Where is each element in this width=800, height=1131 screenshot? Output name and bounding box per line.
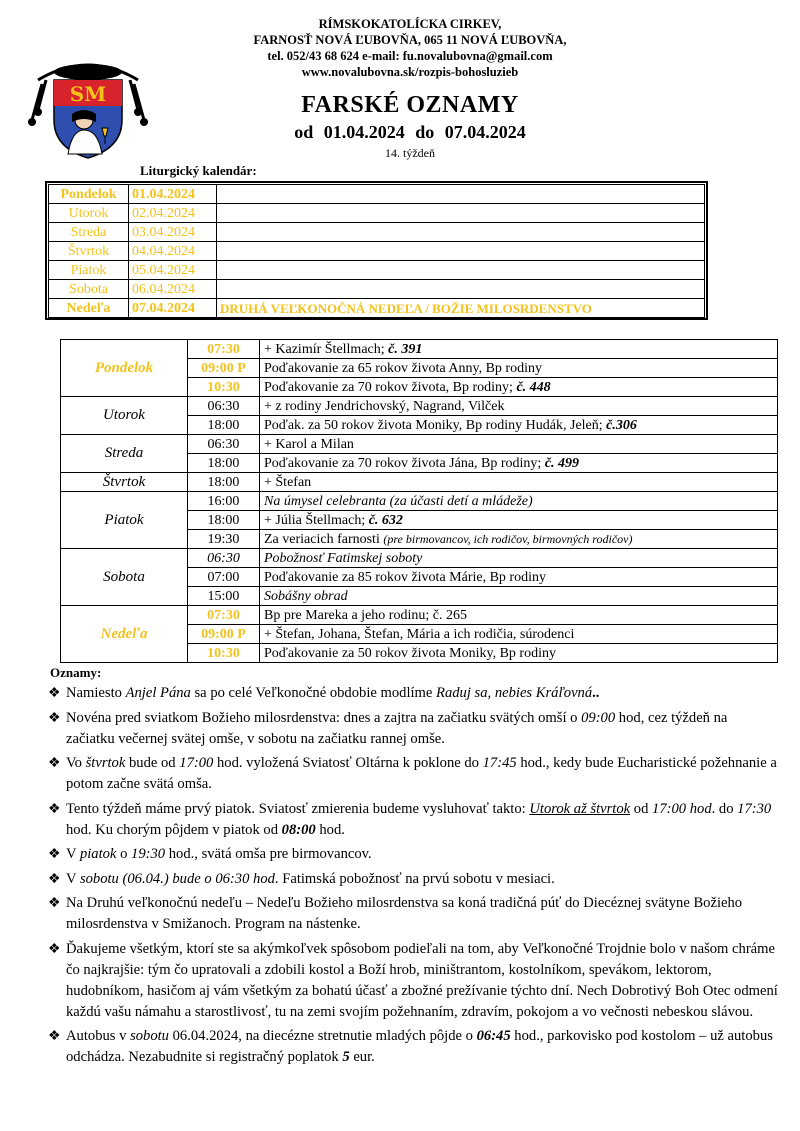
calendar-date: 03.04.2024 <box>129 223 217 242</box>
notice-text: Namiesto <box>66 685 126 701</box>
notice-emphasis: 17:45 <box>482 755 517 771</box>
schedule-day: Nedeľa <box>61 606 188 663</box>
notice-emphasis: 08:00 <box>281 821 316 838</box>
intention-text: Na úmysel celebranta (za účasti detí a mládeže) <box>264 493 533 509</box>
notice-emphasis: 17:00 <box>179 755 214 771</box>
mass-intention: Poďakovanie za 65 rokov života Anny, Bp rodiny <box>260 359 778 378</box>
notice-text: . Fatimská pobožnosť na prvú sobotu v mesiaci. <box>274 870 555 887</box>
notice-emphasis: Anjel Pána <box>125 685 191 701</box>
mass-intention <box>260 549 778 568</box>
calendar-date: 05.04.2024 <box>129 261 217 280</box>
notice-emphasis: 06:45 <box>476 1028 511 1044</box>
mass-intention <box>260 511 778 530</box>
mass-time: 18:00 <box>188 473 260 492</box>
notice-item <box>48 683 778 704</box>
notice-text: 06.04.2024, na diecézne stretnutie mladých pôjde o <box>168 1028 477 1044</box>
header <box>0 0 800 165</box>
notice-emphasis: 09:00 <box>581 709 616 726</box>
calendar-event: DRUHÁ VEĽKONOČNÁ NEDEĽA / BOŽIE MILOSRDENSTVO <box>217 299 705 318</box>
calendar-day: Sobota <box>49 280 129 299</box>
notice-text: eur. <box>349 1049 375 1065</box>
date-range <box>200 122 620 143</box>
calendar-row <box>49 185 705 204</box>
diamond-bullet-icon: ❖ <box>48 801 61 817</box>
mass-time: 18:00 <box>188 454 260 473</box>
mass-time: 06:30 <box>188 397 260 416</box>
notices-list <box>48 683 778 1072</box>
notice-text: Autobus v <box>66 1028 131 1044</box>
website: www.novalubovna.sk/rozpis-bohosluzieb <box>301 65 519 79</box>
calendar-date: 01.04.2024 <box>129 185 217 204</box>
notice-emphasis: Raduj sa, nebies Kráľovná <box>436 685 593 701</box>
calendar-row <box>49 261 705 280</box>
hymn-number: č. 391 <box>388 341 423 357</box>
notice-text: . do <box>711 800 738 817</box>
notice-text: Vo <box>66 755 86 771</box>
notice-text: o <box>116 846 132 862</box>
notice-item <box>48 1026 778 1068</box>
schedule-day: Pondelok <box>61 340 188 397</box>
mass-time: 07:30 <box>188 606 260 625</box>
intention-note: (pre birmovancov, ich rodičov, birmovných rodičov) <box>383 531 633 546</box>
notice-text: hod., kedy bude Eucharistické požehnanie a potom začne svätá omša. <box>66 755 777 792</box>
notice-item <box>48 708 778 750</box>
diamond-bullet-icon: ❖ <box>48 941 61 957</box>
notice-emphasis: štvrtok <box>85 755 126 771</box>
calendar-date: 02.04.2024 <box>129 204 217 223</box>
notice-text: hod. Ku chorým pôjdem v piatok od <box>66 821 282 838</box>
mass-intention: + z rodiny Jendrichovský, Nagrand, Vilček <box>260 397 778 416</box>
header-address <box>200 16 620 80</box>
notice-text: hod., parkovisko pod kostolom – už autobus odchádza. Nezabudnite si registračný poplatok <box>66 1028 773 1065</box>
calendar-event <box>217 223 705 242</box>
hymn-number: č. 448 <box>516 379 551 395</box>
mass-intention: Poďakovanie za 50 rokov života Moniky, Bp rodiny <box>260 644 778 663</box>
notice-text: Na Druhú veľkonočnú nedeľu – Nedeľu Božieho milosrdenstva sa koná tradičná púť do Diecéznej svätyne Božieho milosrdenstva v Smižanoch. Program na nástenke. <box>66 895 743 932</box>
notice-text: hod, cez týždeň na začiatku večernej svätej omše, v sobotu na začiatku rannej omše. <box>66 709 728 747</box>
diamond-bullet-icon: ❖ <box>48 1029 61 1044</box>
notice-item <box>48 869 778 890</box>
notice-emphasis: piatok <box>79 846 117 862</box>
intention-text: + Kazimír Štellmach; <box>264 341 389 357</box>
org-name: RÍMSKOKATOLÍCKA CIRKEV, <box>318 17 502 31</box>
intention-text: Pobožnosť Fatimskej soboty <box>264 550 423 566</box>
mass-intention <box>260 492 778 511</box>
calendar-date: 07.04.2024 <box>129 299 217 318</box>
notice-text: bude od <box>125 755 180 771</box>
notice-emphasis: 5 <box>342 1049 350 1065</box>
notice-text: Novéna pred sviatkom Božieho milosrdenstva: dnes a zajtra na začiatku svätých omší o <box>66 709 582 726</box>
diamond-bullet-icon: ❖ <box>48 710 61 726</box>
mass-time: 06:30 <box>188 435 260 454</box>
parish-crest-icon <box>28 50 148 160</box>
hymn-number: č.306 <box>606 417 637 433</box>
diamond-bullet-icon: ❖ <box>48 847 61 862</box>
notice-text: .. <box>592 685 600 701</box>
notice-item <box>48 893 778 935</box>
notice-item <box>48 799 778 841</box>
mass-intention <box>260 530 778 549</box>
calendar-row <box>49 280 705 299</box>
notice-text: hod. <box>315 821 345 838</box>
schedule-row <box>61 549 778 568</box>
calendar-day: Pondelok <box>49 185 129 204</box>
mass-intention: Bp pre Mareka a jeho rodinu; č. 265 <box>260 606 778 625</box>
diamond-bullet-icon: ❖ <box>48 686 61 701</box>
mass-time: 18:00 <box>188 416 260 435</box>
mass-time: 18:00 <box>188 511 260 530</box>
mass-schedule-table <box>60 339 778 663</box>
parish-name: FARNOSŤ NOVÁ ĽUBOVŇA, 065 11 NOVÁ ĽUBOVŇA, <box>253 33 567 47</box>
week-number: 14. týždeň <box>385 146 435 160</box>
date-from: 01.04.2024 <box>323 122 405 142</box>
schedule-row <box>61 397 778 416</box>
mass-intention: Poďakovanie za 85 rokov života Márie, Bp rodiny <box>260 568 778 587</box>
mass-time: 07:30 <box>188 340 260 359</box>
schedule-row <box>61 473 778 492</box>
mass-time <box>188 549 260 568</box>
schedule-day: Utorok <box>61 397 188 435</box>
mass-time-text: 06:30 <box>207 550 240 566</box>
date-to: 07.04.2024 <box>444 122 526 142</box>
notice-item <box>48 844 778 865</box>
calendar-row <box>49 204 705 223</box>
intention-text: + Júlia Štellmach; <box>264 512 369 528</box>
calendar-date: 04.04.2024 <box>129 242 217 261</box>
notice-text: od <box>630 800 653 817</box>
calendar-day: Štvrtok <box>49 242 129 261</box>
mass-time: 09:00 P <box>188 625 260 644</box>
mass-intention <box>260 416 778 435</box>
notice-emphasis: sobotu <box>130 1028 169 1044</box>
schedule-day: Streda <box>61 435 188 473</box>
calendar-row <box>49 242 705 261</box>
hymn-number: č. 632 <box>368 512 403 528</box>
schedule-day: Štvrtok <box>61 473 188 492</box>
mass-intention: + Štefan, Johana, Štefan, Mária a ich rodičia, súrodenci <box>260 625 778 644</box>
calendar-event <box>217 185 705 204</box>
mass-time: 10:30 <box>188 644 260 663</box>
intention-text: Za veriacich farnosti <box>264 531 384 547</box>
notice-emphasis: sobotu (06.04.) bude o 06:30 hod <box>79 870 275 887</box>
calendar-date: 06.04.2024 <box>129 280 217 299</box>
schedule-row <box>61 606 778 625</box>
diamond-bullet-icon: ❖ <box>48 896 61 911</box>
diamond-bullet-icon: ❖ <box>48 871 61 887</box>
mass-intention: + Karol a Milan <box>260 435 778 454</box>
schedule-row <box>61 340 778 359</box>
calendar-day: Utorok <box>49 204 129 223</box>
notice-text: Tento týždeň máme prvý piatok. Sviatosť zmierenia budeme vysluhovať takto: <box>66 800 530 817</box>
schedule-day: Piatok <box>61 492 188 549</box>
notice-item <box>48 753 778 795</box>
calendar-event <box>217 204 705 223</box>
page-title: FARSKÉ OZNAMY <box>301 92 519 118</box>
calendar-event <box>217 280 705 299</box>
schedule-day: Sobota <box>61 549 188 606</box>
intention-text: Sobášny obrad <box>264 588 348 604</box>
crest-letters: SM <box>69 82 107 106</box>
notice-item <box>48 939 778 1023</box>
mass-time: 15:00 <box>188 587 260 606</box>
notice-emphasis: Utorok až štvrtok <box>529 800 631 817</box>
notice-emphasis: 17:00 hod <box>652 800 712 817</box>
notice-text: V <box>66 846 80 862</box>
calendar-event <box>217 261 705 280</box>
from-label: od <box>294 122 314 142</box>
notice-text: hod. vyložená Sviatosť Oltárna k poklone do <box>213 755 483 771</box>
calendar-day: Streda <box>49 223 129 242</box>
liturgical-calendar-table <box>48 184 705 318</box>
mass-intention: + Štefan <box>260 473 778 492</box>
notice-text: sa po celé Veľkonočné obdobie modlíme <box>190 685 437 701</box>
mass-intention <box>260 378 778 397</box>
mass-time: 09:00 P <box>188 359 260 378</box>
calendar-day: Piatok <box>49 261 129 280</box>
hymn-number: č. 499 <box>544 455 580 471</box>
mass-time: 16:00 <box>188 492 260 511</box>
notice-text: V <box>66 870 80 887</box>
diamond-bullet-icon: ❖ <box>48 756 61 771</box>
intention-text: Poďak. za 50 rokov života Moniky, Bp rodiny Hudák, Jeleň; <box>264 417 607 433</box>
notice-text: Ďakujeme všetkým, ktorí ste sa akýmkoľvek spôsobom podieľali na tom, aby Veľkonočné Trojdnie bolo v našom chráme čo najkrajšie: tým čo upratovali a zdobili kostol a Boží hrob, miništrantom, kostolníkom, spevákom, lektorom, hudobníkom, hasičom aj vám všetkým za bohatú účasť a zbožné prežívanie týchto dní. Nech Dobrotivý Boh Otec odmení každú vašu námahu a starostlivosť, tu na zemi svojím požehnaním, zdravím, pokojom a vo večnosti nebeskou slávou. <box>66 940 778 1020</box>
mass-intention <box>260 340 778 359</box>
notice-emphasis: 17:30 <box>737 800 772 817</box>
schedule-row <box>61 435 778 454</box>
mass-time: 10:30 <box>188 378 260 397</box>
calendar-event <box>217 242 705 261</box>
mass-intention <box>260 587 778 606</box>
mass-intention <box>260 454 778 473</box>
calendar-row <box>49 223 705 242</box>
to-label: do <box>415 122 435 142</box>
intention-text: Poďakovanie za 70 rokov života Jána, Bp rodiny; <box>264 455 545 471</box>
notice-text: hod., svätá omša pre birmovancov. <box>165 846 372 862</box>
schedule-row <box>61 492 778 511</box>
contact-line: tel. 052/43 68 624 e-mail: fu.novalubovna@gmail.com <box>267 49 553 63</box>
notices-label: Oznamy: <box>50 665 102 680</box>
mass-time: 19:30 <box>188 530 260 549</box>
liturgical-calendar-label: Liturgický kalendár: <box>140 163 257 178</box>
mass-time: 07:00 <box>188 568 260 587</box>
intention-text: Poďakovanie za 70 rokov života, Bp rodiny; <box>264 379 517 395</box>
calendar-day: Nedeľa <box>49 299 129 318</box>
calendar-row <box>49 299 705 318</box>
notice-emphasis: 19:30 <box>131 846 166 862</box>
